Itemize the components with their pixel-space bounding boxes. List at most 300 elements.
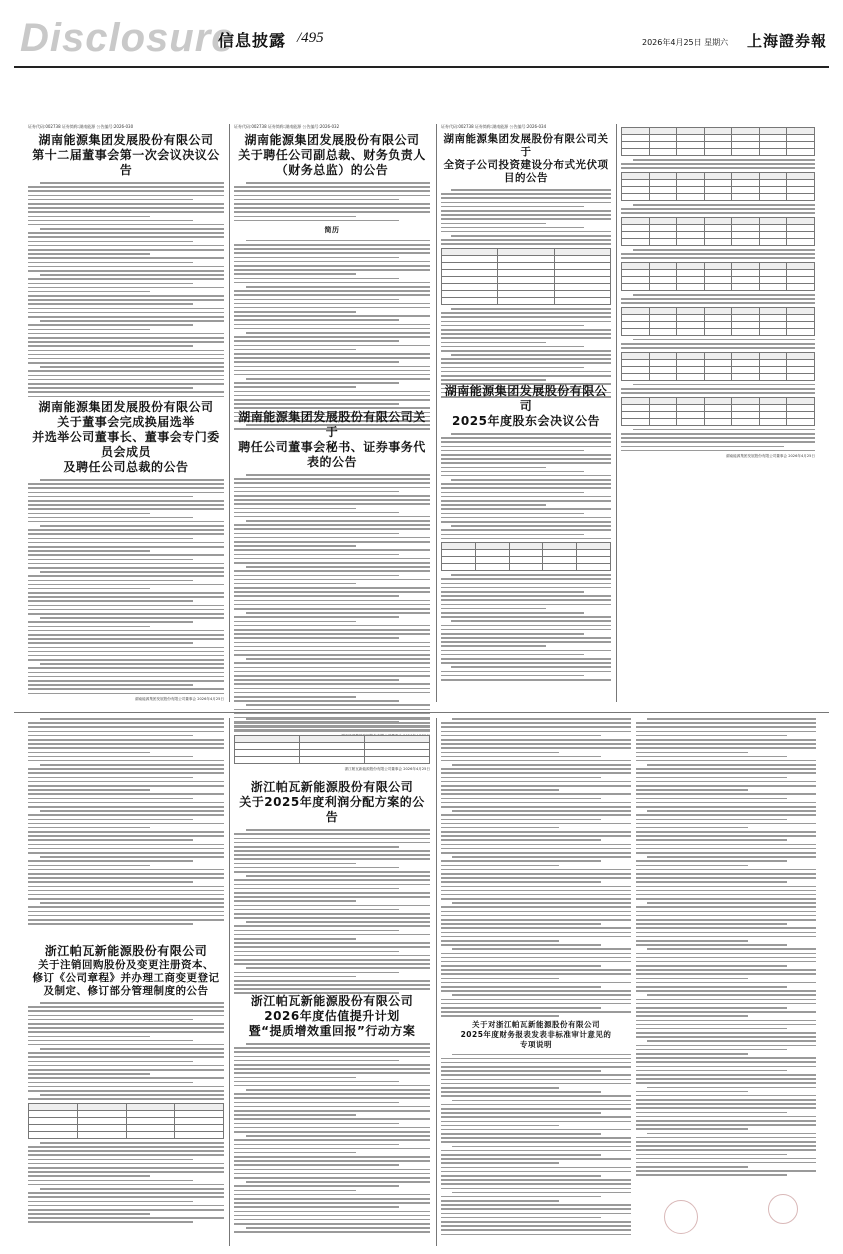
text-line bbox=[246, 658, 430, 660]
text-line bbox=[441, 844, 631, 846]
vote-table bbox=[621, 172, 815, 201]
table-cell bbox=[175, 1131, 224, 1138]
text-line bbox=[234, 700, 399, 702]
text-line bbox=[28, 299, 224, 301]
table-row bbox=[622, 307, 815, 314]
text-line bbox=[234, 863, 356, 865]
text-line bbox=[234, 1148, 430, 1150]
table-cell bbox=[649, 224, 677, 231]
table-row bbox=[235, 750, 430, 757]
text-line bbox=[441, 777, 601, 779]
text-line bbox=[441, 329, 611, 331]
text-line bbox=[441, 772, 631, 774]
text-line bbox=[234, 1127, 430, 1129]
text-line bbox=[441, 978, 559, 980]
table-row bbox=[622, 217, 815, 224]
text-line bbox=[28, 852, 224, 854]
text-line bbox=[451, 308, 611, 310]
text-line bbox=[441, 1234, 631, 1236]
text-line bbox=[28, 806, 224, 808]
text-line bbox=[441, 936, 631, 938]
table-cell bbox=[365, 743, 430, 750]
text-line bbox=[28, 232, 224, 234]
text-line bbox=[636, 1116, 816, 1118]
text-line bbox=[234, 646, 430, 648]
table-row bbox=[622, 314, 815, 321]
text-line bbox=[647, 1087, 816, 1089]
table-cell bbox=[29, 1124, 78, 1131]
text-line bbox=[234, 892, 430, 894]
masthead bbox=[14, 14, 829, 62]
text-line bbox=[28, 1023, 224, 1025]
text-line bbox=[636, 1162, 816, 1164]
text-line bbox=[441, 202, 611, 204]
table-cell bbox=[649, 231, 677, 238]
notice-body bbox=[28, 718, 224, 925]
text-line bbox=[636, 1015, 748, 1017]
text-line bbox=[28, 287, 224, 289]
notice-title-line: 湖南能源集团发展股份有限公司 bbox=[244, 133, 420, 147]
notice-code: 证券代码:002738 证券简称:湖南能源 公告编号:2026-030 bbox=[28, 124, 134, 129]
text-line bbox=[28, 1019, 193, 1021]
text-line bbox=[234, 533, 399, 535]
table-cell bbox=[649, 366, 677, 373]
text-line bbox=[28, 752, 150, 754]
table-cell bbox=[622, 321, 650, 328]
table-cell bbox=[622, 262, 650, 269]
text-line bbox=[441, 906, 631, 908]
text-line bbox=[441, 1183, 631, 1185]
text-line bbox=[234, 512, 399, 514]
text-line bbox=[28, 1150, 224, 1152]
table-cell bbox=[787, 231, 815, 238]
table-cell bbox=[732, 373, 760, 380]
text-line bbox=[441, 1229, 631, 1231]
table-cell bbox=[787, 397, 815, 404]
text-line bbox=[234, 633, 430, 635]
text-line bbox=[234, 621, 356, 623]
text-line bbox=[647, 948, 816, 950]
table-cell bbox=[577, 543, 611, 550]
text-line bbox=[234, 1144, 399, 1146]
text-line bbox=[28, 588, 150, 590]
notice-body bbox=[441, 718, 631, 1017]
table-cell bbox=[622, 238, 650, 245]
text-line bbox=[40, 479, 224, 481]
table-cell bbox=[759, 231, 787, 238]
table-cell bbox=[677, 321, 705, 328]
text-line bbox=[28, 554, 224, 556]
text-line bbox=[234, 854, 430, 856]
text-line bbox=[441, 873, 631, 875]
text-line bbox=[451, 525, 611, 527]
text-line bbox=[441, 793, 631, 795]
text-line bbox=[636, 957, 816, 959]
table-row bbox=[622, 238, 815, 245]
text-line bbox=[28, 257, 224, 259]
column-divider bbox=[229, 124, 230, 702]
text-line bbox=[28, 224, 224, 226]
text-line bbox=[621, 253, 815, 255]
section-name: 信息披露 bbox=[218, 31, 287, 50]
text-line bbox=[441, 629, 611, 631]
table-cell bbox=[787, 328, 815, 335]
text-line bbox=[28, 684, 193, 686]
text-line bbox=[441, 911, 631, 913]
text-line bbox=[28, 1065, 224, 1067]
table-cell bbox=[622, 231, 650, 238]
table-row bbox=[442, 557, 611, 564]
text-line bbox=[441, 747, 631, 749]
text-line bbox=[452, 902, 631, 904]
text-line bbox=[28, 600, 193, 602]
table-cell bbox=[732, 404, 760, 411]
text-line bbox=[28, 835, 224, 837]
text-line bbox=[234, 1231, 430, 1233]
text-line bbox=[441, 529, 611, 531]
text-line bbox=[28, 1015, 224, 1017]
text-line bbox=[28, 199, 193, 201]
table-cell bbox=[498, 270, 554, 277]
text-line bbox=[28, 726, 224, 728]
text-line bbox=[28, 798, 193, 800]
text-line bbox=[636, 1020, 816, 1022]
table-cell bbox=[704, 231, 732, 238]
vote-table bbox=[621, 352, 815, 381]
text-line bbox=[28, 559, 193, 561]
table-cell bbox=[787, 276, 815, 283]
text-line bbox=[28, 873, 224, 875]
table-cell bbox=[498, 291, 554, 298]
text-line bbox=[28, 860, 193, 862]
text-line bbox=[636, 1074, 816, 1076]
text-line bbox=[246, 1043, 430, 1045]
text-line bbox=[441, 521, 611, 523]
text-line bbox=[234, 1131, 430, 1133]
data-table bbox=[28, 1103, 224, 1139]
text-line bbox=[246, 566, 430, 568]
text-line bbox=[234, 294, 430, 296]
table-cell bbox=[649, 149, 677, 156]
notice-title-line: 聘任公司董事会秘书、证券事务代表的公告 bbox=[238, 440, 426, 469]
text-line bbox=[234, 1206, 399, 1208]
table-cell bbox=[577, 557, 611, 564]
text-line bbox=[441, 768, 631, 770]
table-row bbox=[622, 411, 815, 418]
text-line bbox=[28, 333, 224, 335]
text-line bbox=[636, 852, 816, 854]
text-line bbox=[636, 986, 787, 988]
text-line bbox=[234, 370, 430, 372]
text-line bbox=[441, 806, 631, 808]
top-col3-notice-a bbox=[441, 124, 611, 378]
text-line bbox=[234, 692, 430, 694]
text-line bbox=[234, 482, 430, 484]
text-line bbox=[234, 366, 430, 368]
section-heading: 简历 bbox=[324, 225, 340, 234]
table-cell bbox=[677, 328, 705, 335]
notice-body bbox=[621, 339, 815, 349]
text-line bbox=[633, 429, 815, 431]
table-cell bbox=[787, 307, 815, 314]
text-line bbox=[28, 245, 224, 247]
notice-body bbox=[441, 433, 611, 539]
text-line bbox=[451, 433, 611, 435]
notice-title-line: 关于2025年度利润分配方案的公告 bbox=[239, 795, 425, 825]
table-row bbox=[622, 397, 815, 404]
text-line bbox=[28, 1031, 224, 1033]
notice-body bbox=[441, 189, 611, 245]
text-line bbox=[441, 743, 631, 745]
table-cell bbox=[732, 217, 760, 224]
table-cell bbox=[732, 352, 760, 359]
text-line bbox=[28, 890, 224, 892]
text-line bbox=[234, 261, 430, 263]
table-cell bbox=[235, 757, 300, 764]
table-cell bbox=[498, 284, 554, 291]
text-line bbox=[28, 341, 224, 343]
text-line bbox=[246, 378, 430, 380]
text-line bbox=[28, 538, 193, 540]
text-line bbox=[441, 1167, 631, 1169]
table-cell bbox=[622, 373, 650, 380]
text-line bbox=[234, 1051, 430, 1053]
text-line bbox=[234, 269, 430, 271]
table-row bbox=[442, 249, 611, 256]
table-cell bbox=[732, 269, 760, 276]
text-line bbox=[636, 844, 816, 846]
notice-title-line: 暨“提质增效重回报”行动方案 bbox=[248, 1024, 416, 1038]
text-line bbox=[636, 848, 816, 850]
table-cell bbox=[787, 262, 815, 269]
table-cell bbox=[677, 411, 705, 418]
text-line bbox=[234, 1097, 430, 1099]
text-line bbox=[234, 976, 356, 978]
text-line bbox=[28, 1217, 224, 1219]
text-line bbox=[636, 1128, 748, 1130]
notice-title-line: （财务总监）的公告 bbox=[275, 163, 389, 177]
table-cell bbox=[677, 193, 705, 200]
text-line bbox=[234, 925, 430, 927]
table-cell bbox=[704, 276, 732, 283]
text-line bbox=[621, 343, 815, 345]
text-line bbox=[28, 396, 224, 398]
text-line bbox=[28, 1213, 150, 1215]
text-line bbox=[441, 831, 631, 833]
text-line bbox=[28, 350, 224, 352]
text-line bbox=[234, 252, 430, 254]
notice-body bbox=[621, 429, 815, 452]
text-line bbox=[441, 675, 584, 677]
text-line bbox=[246, 182, 430, 184]
text-line bbox=[234, 299, 399, 301]
notice-title-line: 湖南能源集团发展股份有限公司 bbox=[38, 400, 214, 414]
text-line bbox=[441, 865, 559, 867]
text-line bbox=[28, 358, 224, 360]
table-row bbox=[622, 404, 815, 411]
text-line bbox=[28, 1184, 224, 1186]
table-cell bbox=[649, 238, 677, 245]
notice-title-line: 关于对浙江帕瓦新能源股份有限公司 bbox=[472, 1019, 600, 1029]
table-cell bbox=[787, 238, 815, 245]
text-line bbox=[452, 1100, 631, 1102]
text-line bbox=[28, 195, 224, 197]
text-line bbox=[636, 919, 816, 921]
table-cell bbox=[787, 269, 815, 276]
text-line bbox=[28, 1086, 224, 1088]
table-cell bbox=[649, 373, 677, 380]
notice-body bbox=[234, 1043, 430, 1233]
bottom-col1-notice-a bbox=[28, 718, 224, 940]
text-line bbox=[636, 839, 787, 841]
text-line bbox=[234, 683, 430, 685]
text-line bbox=[636, 973, 816, 975]
notice-title-line: 2025年度股东会决议公告 bbox=[452, 414, 600, 428]
text-line bbox=[234, 688, 430, 690]
text-line bbox=[28, 190, 224, 192]
text-line bbox=[28, 383, 224, 385]
table-cell bbox=[649, 193, 677, 200]
text-line bbox=[28, 1006, 224, 1008]
text-line bbox=[246, 612, 430, 614]
table-row bbox=[442, 263, 611, 270]
text-line bbox=[234, 257, 399, 259]
text-line bbox=[28, 722, 224, 724]
text-line bbox=[40, 182, 224, 184]
table-cell bbox=[622, 314, 650, 321]
table-cell bbox=[622, 172, 650, 179]
text-line bbox=[234, 1194, 430, 1196]
text-line bbox=[28, 844, 224, 846]
text-line bbox=[28, 1146, 224, 1148]
table-cell bbox=[787, 283, 815, 290]
text-line bbox=[234, 391, 430, 393]
table-cell bbox=[732, 135, 760, 142]
text-line bbox=[28, 375, 224, 377]
text-line bbox=[28, 1167, 224, 1169]
table-cell bbox=[442, 543, 476, 550]
table-row bbox=[622, 269, 815, 276]
text-line bbox=[234, 595, 399, 597]
notice-title-line: 2026年度估值提升计划 bbox=[264, 1009, 400, 1023]
table-cell bbox=[29, 1103, 78, 1110]
text-line bbox=[441, 645, 546, 647]
text-line bbox=[647, 764, 816, 766]
text-line bbox=[452, 994, 631, 996]
text-line bbox=[28, 1082, 193, 1084]
text-line bbox=[234, 671, 430, 673]
text-line bbox=[28, 580, 193, 582]
text-line bbox=[28, 575, 224, 577]
text-line bbox=[647, 856, 816, 858]
table-cell bbox=[175, 1103, 224, 1110]
table-cell bbox=[732, 276, 760, 283]
text-line bbox=[441, 915, 631, 917]
text-line bbox=[621, 298, 815, 300]
text-line bbox=[234, 1202, 430, 1204]
table-cell bbox=[649, 321, 677, 328]
text-line bbox=[636, 777, 787, 779]
table-cell bbox=[677, 172, 705, 179]
text-line bbox=[28, 647, 224, 649]
text-line bbox=[234, 625, 430, 627]
table-cell bbox=[622, 411, 650, 418]
text-line bbox=[234, 324, 430, 326]
text-line bbox=[28, 642, 193, 644]
table-cell bbox=[677, 224, 705, 231]
notice-signature: 湖南能源集团发展股份有限公司董事会 2026年4月25日 bbox=[134, 696, 224, 701]
text-line bbox=[636, 1095, 816, 1097]
table-cell bbox=[622, 217, 650, 224]
text-line bbox=[441, 1133, 601, 1135]
table-cell bbox=[442, 256, 498, 263]
text-line bbox=[441, 604, 611, 606]
text-line bbox=[28, 898, 224, 900]
table-cell bbox=[498, 263, 554, 270]
table-cell bbox=[77, 1124, 126, 1131]
text-line bbox=[234, 1160, 430, 1162]
text-line bbox=[28, 881, 193, 883]
table-cell bbox=[704, 328, 732, 335]
text-line bbox=[234, 838, 430, 840]
text-line bbox=[28, 324, 193, 326]
text-line bbox=[28, 241, 193, 243]
text-line bbox=[234, 216, 356, 218]
table-cell bbox=[704, 283, 732, 290]
table-cell bbox=[759, 283, 787, 290]
table-cell bbox=[554, 270, 610, 277]
text-line bbox=[234, 1102, 399, 1104]
table-cell bbox=[622, 149, 650, 156]
text-line bbox=[441, 982, 631, 984]
text-line bbox=[451, 354, 611, 356]
text-line bbox=[28, 370, 224, 372]
text-line bbox=[441, 1175, 601, 1177]
table-cell bbox=[704, 179, 732, 186]
text-line bbox=[636, 1141, 816, 1143]
table-cell bbox=[622, 307, 650, 314]
table-cell bbox=[649, 307, 677, 314]
table-cell bbox=[475, 543, 509, 550]
table-row bbox=[622, 179, 815, 186]
text-line bbox=[234, 1169, 430, 1171]
text-line bbox=[28, 584, 224, 586]
text-line bbox=[28, 630, 224, 632]
text-line bbox=[636, 982, 816, 984]
text-line bbox=[633, 249, 815, 251]
text-line bbox=[28, 1221, 193, 1223]
text-line bbox=[40, 1188, 224, 1190]
notice-body bbox=[621, 159, 815, 169]
text-line bbox=[452, 810, 631, 812]
text-line bbox=[40, 320, 224, 322]
text-line bbox=[234, 1106, 430, 1108]
table-cell bbox=[732, 179, 760, 186]
text-line bbox=[441, 612, 584, 614]
text-line bbox=[441, 1058, 631, 1060]
text-line bbox=[234, 357, 430, 359]
table-cell bbox=[554, 263, 610, 270]
column-divider bbox=[229, 718, 230, 1246]
table-cell bbox=[787, 321, 815, 328]
text-line bbox=[441, 932, 631, 934]
text-line bbox=[441, 839, 601, 841]
text-line bbox=[441, 227, 584, 229]
text-line bbox=[234, 248, 430, 250]
text-line bbox=[28, 546, 224, 548]
table-cell bbox=[29, 1117, 78, 1124]
text-line bbox=[621, 347, 815, 349]
